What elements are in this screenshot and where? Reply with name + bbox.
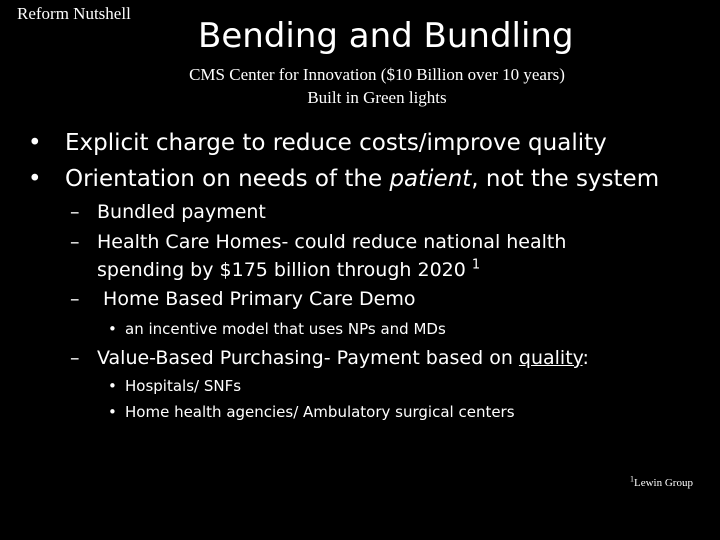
sub-bullet-text-line-1: Health Care Homes- could reduce national health	[97, 231, 567, 253]
bullet-marker: •	[28, 166, 42, 192]
sub-sub-bullet-text: Home health agencies/ Ambulatory surgical centers	[125, 403, 515, 421]
footnote-source	[630, 474, 693, 489]
sub-bullet-marker: –	[70, 231, 80, 253]
bullet-patient-orientation	[28, 164, 698, 194]
bullet-text: Explicit charge to reduce costs/improve quality	[65, 130, 607, 156]
sub-bullet-marker: –	[70, 347, 80, 369]
subtitle-line-1: CMS Center for Innovation ($10 Billion over 10 years)	[189, 65, 565, 84]
sub-bullet-text: Home Based Primary Care Demo	[97, 288, 416, 310]
corner-label: Reform Nutshell	[17, 4, 131, 23]
sub-sub-bullet-text: an incentive model that uses NPs and MDs	[125, 320, 446, 338]
sub-bullet-text-line-2	[97, 257, 480, 283]
sub-sub-bullet-home-health	[108, 402, 688, 422]
sub-bullet-text	[97, 345, 589, 371]
bullet-text-emphasis: patient	[389, 166, 472, 192]
sub-bullet-text: Bundled payment	[97, 201, 266, 223]
sub-bullet-marker: –	[70, 288, 80, 310]
sub-sub-bullet-marker: •	[108, 403, 117, 421]
sub-sub-bullet-marker: •	[108, 320, 117, 338]
footnote-text: Lewin Group	[634, 477, 693, 489]
footnote-marker: 1	[630, 474, 634, 484]
slide-title: Bending and Bundling	[198, 16, 574, 56]
sub-bullet-text-before: Value-Based Purchasing- Payment based on	[97, 347, 519, 369]
sub-bullet-marker: –	[70, 201, 80, 223]
sub-bullet-text-underlined: quality	[518, 347, 583, 369]
sub-bullet-home-based-primary-care	[70, 286, 670, 312]
footnote-reference: 1	[471, 257, 481, 273]
bullet-text-after: , not the system	[471, 166, 660, 192]
bullet-text	[65, 164, 659, 194]
sub-bullet-text-after: :	[582, 347, 589, 369]
sub-sub-bullet-marker: •	[108, 377, 117, 395]
bullet-marker: •	[28, 130, 42, 156]
sub-bullet-text-line-2-main: spending by $175 billion through 2020	[97, 259, 472, 281]
subtitle-line-2: Built in Green lights	[307, 88, 447, 107]
bullet-text-before: Orientation on needs of the	[65, 166, 390, 192]
sub-bullet-health-care-homes	[70, 229, 690, 283]
sub-sub-bullet-hospitals	[108, 376, 668, 396]
sub-sub-bullet-text: Hospitals/ SNFs	[125, 377, 242, 395]
bullet-reduce-costs	[28, 128, 688, 158]
sub-bullet-value-based-purchasing	[70, 345, 690, 371]
sub-bullet-bundled-payment	[70, 199, 670, 225]
sub-sub-bullet-incentive-model	[108, 319, 668, 339]
